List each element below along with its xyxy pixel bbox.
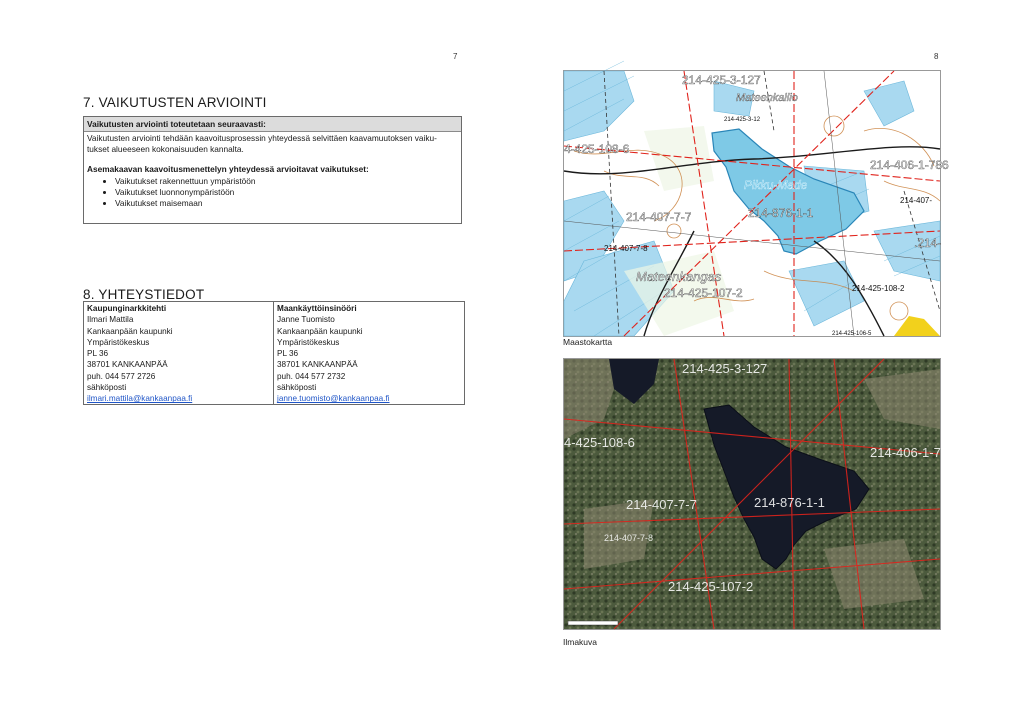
map-parcel-label: 214-425-3-12	[724, 117, 761, 123]
map-parcel-label: 214-407-	[900, 196, 933, 205]
contacts-table	[83, 301, 465, 405]
contact-line: 38701 KANKAANPÄÄ	[87, 360, 168, 370]
map-caption: Maastokartta	[563, 337, 613, 347]
aerial-parcel-label: 214-406-1-78	[870, 445, 949, 460]
map-parcel-label: 214-425-3-127	[682, 73, 761, 87]
aerial-parcel-label: 4-425-108-6	[564, 435, 635, 450]
map-parcel-label: 214-425-108-2	[852, 284, 905, 293]
contact-card	[84, 302, 273, 404]
aerial-parcel-label: 214-425-3-127	[682, 361, 768, 376]
contact-card	[273, 302, 462, 404]
assessment-box-header: Vaikutusten arviointi toteutetaan seuraavasti:	[84, 117, 461, 132]
map-parcel-label: 214-407-7-7	[626, 210, 692, 224]
topographic-map	[563, 70, 949, 337]
contact-line: puh. 044 577 2732	[277, 371, 346, 381]
impact-item: • Vaikutukset rakennettuun ympäristöön	[115, 176, 461, 187]
assessment-box	[83, 116, 462, 224]
section-7-heading: 7. VAIKUTUSTEN ARVIOINTI	[83, 95, 267, 110]
impact-item: • Vaikutukset maisemaan	[115, 198, 461, 209]
map-parcel-label: 4-425-108-6	[564, 142, 630, 156]
contact-line: sähköposti	[87, 383, 127, 393]
contact-role: Kaupunginarkkitehti	[87, 304, 167, 313]
assessment-intro-line1: Vaikutusten arviointi tehdään kaavoitusprosessin yhteydessä selvittäen kaavamuutoksen vaiku-	[87, 133, 437, 143]
contact-line: Janne Tuomisto	[277, 315, 335, 325]
map-lake-label: Pikku-Made	[744, 178, 808, 192]
map-place-label: Mateenkangas	[636, 269, 722, 284]
contact-line: sähköposti	[277, 383, 317, 393]
map-parcel-label: 214-425-106-5	[832, 331, 872, 337]
assessment-subheading: Asemakaavan kaavoitusmenettelyn yhteydessä arvioitavat vaikutukset:	[87, 164, 369, 174]
aerial-photo	[563, 358, 949, 630]
page-number-left: 7	[453, 52, 458, 61]
impact-item: • Vaikutukset luonnonympäristöön	[115, 187, 461, 198]
map-parcel-label: 214-406-1-786	[870, 158, 949, 172]
contact-line: PL 36	[87, 349, 109, 359]
map-parcel-label: 214-407-7-8	[604, 244, 648, 253]
contact-line: Kankaanpään kaupunki	[87, 326, 173, 336]
contact-email-link[interactable]: janne.tuomisto@kankaanpaa.fi	[277, 394, 390, 404]
scale-bar	[568, 621, 618, 625]
section-8-heading: 8. YHTEYSTIEDOT	[83, 287, 205, 302]
impact-list	[84, 176, 461, 209]
contact-line: Ilmari Mattila	[87, 315, 134, 325]
page-number-right: 8	[934, 52, 939, 61]
aerial-parcel-label: 214-407-7-8	[604, 533, 654, 543]
aerial-caption: Ilmakuva	[563, 637, 598, 647]
contact-email-link[interactable]: ilmari.mattila@kankaanpaa.fi	[87, 394, 193, 404]
contact-line: Ympäristökeskus	[277, 337, 340, 347]
contact-line: PL 36	[277, 349, 299, 359]
map-parcel-label: 214-876-1-1	[748, 206, 814, 220]
contact-line: Kankaanpään kaupunki	[277, 326, 363, 336]
contact-line: 38701 KANKAANPÄÄ	[277, 360, 358, 370]
aerial-parcel-label: 214-876-1-1	[754, 495, 825, 510]
assessment-intro-line2: tukset alueeseen kokonaisuuden kannalta.	[87, 144, 244, 154]
map-parcel-label: 214-425-107-2	[664, 286, 743, 300]
contact-line: Ympäristökeskus	[87, 337, 150, 347]
map-parcel-label: .214-	[914, 236, 942, 250]
contact-role: Maankäyttöinsinööri	[277, 304, 357, 313]
aerial-parcel-label: 214-425-107-2	[668, 579, 754, 594]
aerial-parcel-label: 214-407-7-7	[626, 497, 697, 512]
contact-line: puh. 044 577 2726	[87, 371, 156, 381]
map-place-label: Mateenkallio	[736, 92, 798, 104]
